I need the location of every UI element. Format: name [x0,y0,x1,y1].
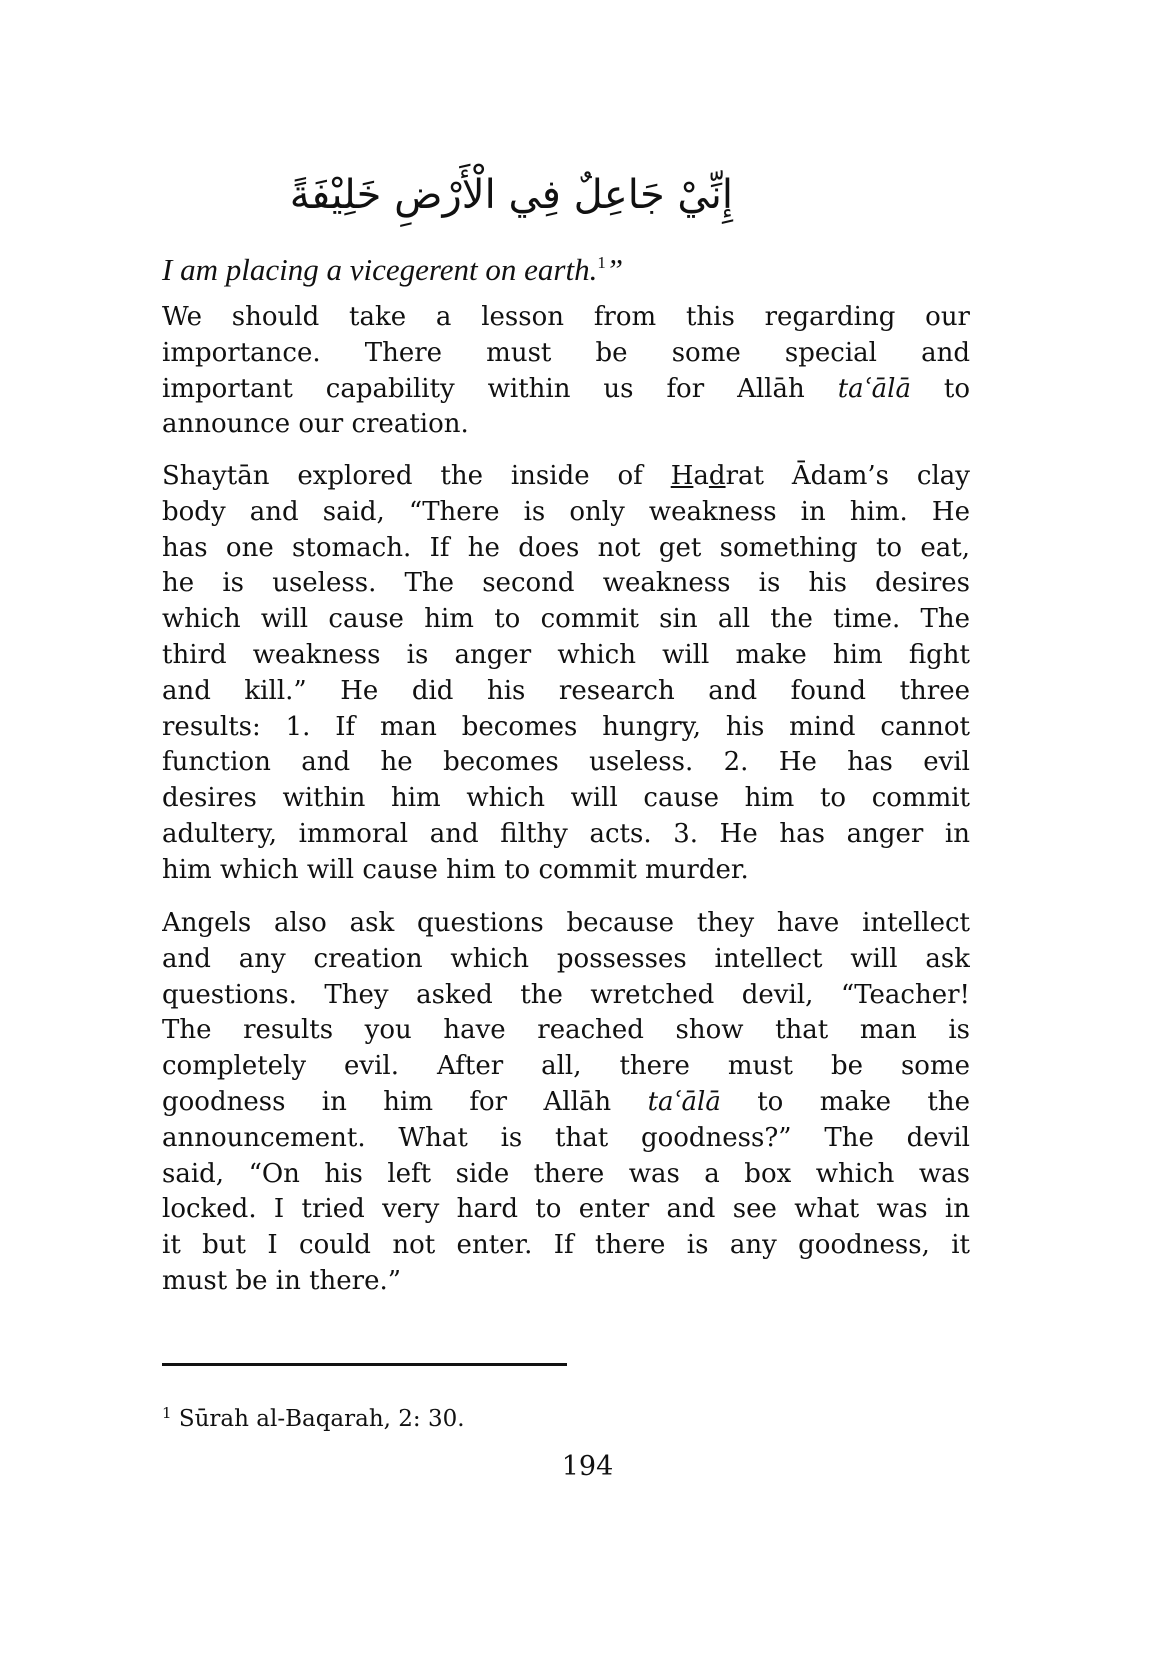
paragraph-line: and any creation which possesses intellect will ask [162,943,970,974]
paragraph-2 [162,459,970,889]
footnote [162,1398,465,1434]
paragraph-line: important capability within us for Allāh taʿālā to [162,373,970,404]
verse-translation [162,243,982,290]
footnote-number: 1 [162,1404,172,1422]
arabic-verse: إِنِّيْ جَاعِلٌ فِي الْأَرْضِ خَلِيْفَةً [289,172,733,218]
paragraph-line: which will cause him to commit sin all the time. The [162,604,970,635]
paragraph-3 [162,906,970,1300]
paragraph-line: locked. I tried very hard to enter and see what was in [162,1194,970,1225]
footnote-divider [162,1363,567,1366]
translation-text: I am placing a vicegerent on earth. [162,252,598,287]
underlined-letter: H [670,461,694,491]
paragraph-line: goodness in him for Allāh taʿālā to make the [162,1086,970,1117]
paragraph-line: results: 1. If man becomes hungry, his mind cannot [162,711,970,742]
paragraph-line: must be in there.” [162,1265,402,1296]
honorific-italic: taʿālā [837,373,911,404]
paragraph-line: Shaytān explored the inside of Hadrat Ādam’s clay [162,461,970,491]
paragraph-line: he is useless. The second weakness is his desires [162,568,970,599]
paragraph-line: and kill.” He did his research and found three [162,675,970,706]
closing-quote: ” [605,252,624,287]
paragraph-line: it but I could not enter. If there is any goodness, it [162,1230,970,1261]
paragraph-line: body and said, “There is only weakness in him. He [162,496,970,527]
underlined-letter: d [708,461,726,491]
footnote-reference[interactable]: 1 [597,253,606,272]
page-number: 194 [561,1451,614,1482]
paragraph-line: function and he becomes useless. 2. He has evil [162,747,970,778]
paragraph-line: desires within him which will cause him to commit [162,783,970,814]
paragraph-line: Angels also ask questions because they have intellect [162,908,970,938]
paragraph-line: him which will cause him to commit murder. [162,854,749,885]
paragraph-line: questions. They asked the wretched devil, “Teacher! [162,979,970,1010]
paragraph-line: adultery, immoral and filthy acts. 3. He has anger in [162,818,970,849]
paragraph-line: announce our creation. [162,409,469,440]
paragraph-line: said, “On his left side there was a box which was [162,1158,970,1189]
paragraph-1 [162,300,970,443]
paragraph-line: third weakness is anger which will make him fight [162,639,970,670]
paragraph-line: The results you have reached show that man is [162,1015,970,1046]
paragraph-line: has one stomach. If he does not get something to eat, [162,532,970,563]
footnote-text: Sūrah al-Baqarah, 2: 30. [178,1406,465,1432]
paragraph-line: completely evil. After all, there must be some [162,1051,970,1082]
honorific-italic: taʿālā [647,1086,721,1117]
paragraph-line: importance. There must be some special and [162,337,970,368]
paragraph-line: We should take a lesson from this regarding our [162,302,970,332]
paragraph-line: announcement. What is that goodness?” The devil [162,1122,970,1153]
